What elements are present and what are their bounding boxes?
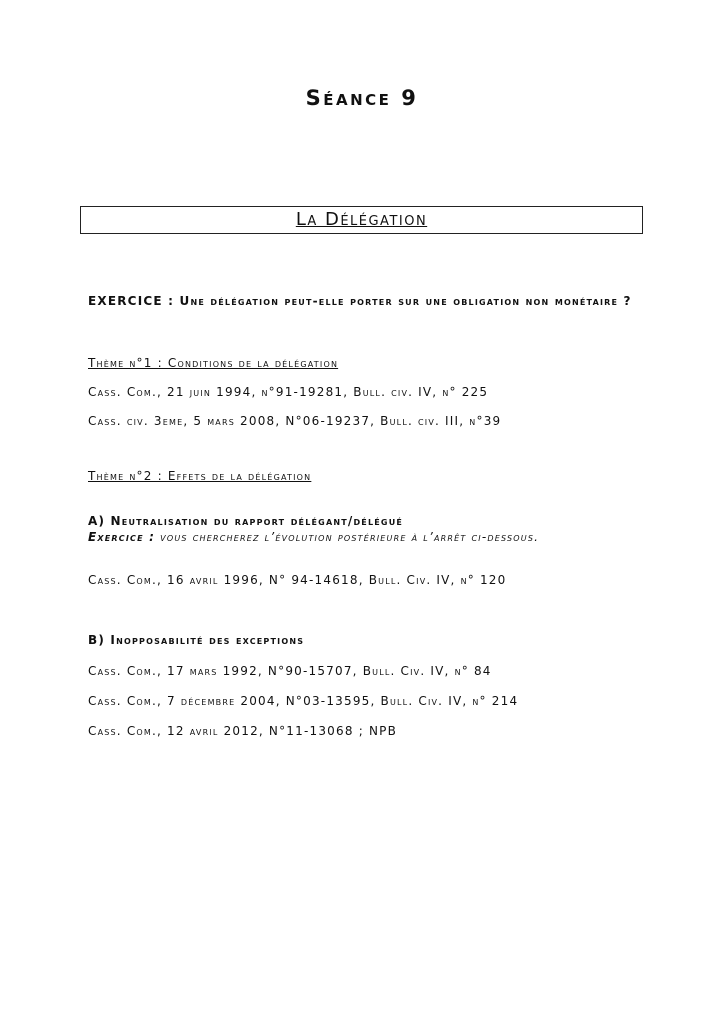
subsection-b-ref-3: Cass. Com., 12 avril 2012, N°11-13068 ; NPB bbox=[88, 724, 398, 738]
subsection-a-exercise-text: vous chercherez l’évolution postérieure à l’arrêt ci-dessous. bbox=[155, 530, 540, 544]
exercise-separator: : bbox=[162, 294, 180, 308]
subsection-b-ref-2: Cass. Com., 7 décembre 2004, N°03-13595, Bull. Civ. IV, n° 214 bbox=[88, 694, 519, 708]
subsection-b-ref-1: Cass. Com., 17 mars 1992, N°90-15707, Bull. Civ. IV, n° 84 bbox=[88, 664, 492, 678]
subsection-a-exercise-label: Exercice : bbox=[88, 530, 156, 544]
subsection-a-exercise bbox=[88, 529, 640, 546]
subsection-a-heading: A) Neutralisation du rapport délégant/délégué bbox=[88, 514, 404, 528]
theme2-heading: Thème n°2 : Effets de la délégation bbox=[88, 469, 312, 483]
subsection-a-ref-1: Cass. Com., 16 avril 1996, N° 94-14618, Bull. Civ. IV, n° 120 bbox=[88, 573, 507, 587]
exercise-question-text: Une délégation peut-elle porter sur une obligation non monétaire ? bbox=[179, 294, 632, 308]
exercise-question bbox=[88, 293, 640, 310]
page-title: Séance 9 bbox=[305, 86, 419, 110]
theme1-ref-2: Cass. civ. 3eme, 5 mars 2008, N°06-19237, Bull. civ. III, n°39 bbox=[88, 414, 502, 428]
section-title-box bbox=[80, 206, 643, 234]
exercise-label: EXERCICE bbox=[88, 294, 163, 308]
subsection-b-heading: B) Inopposabilité des exceptions bbox=[88, 633, 305, 647]
section-title: La Délégation bbox=[295, 209, 428, 230]
theme1-heading: Thème n°1 : Conditions de la délégation bbox=[88, 356, 339, 370]
theme1-ref-1: Cass. Com., 21 juin 1994, n°91-19281, Bull. civ. IV, n° 225 bbox=[88, 385, 489, 399]
